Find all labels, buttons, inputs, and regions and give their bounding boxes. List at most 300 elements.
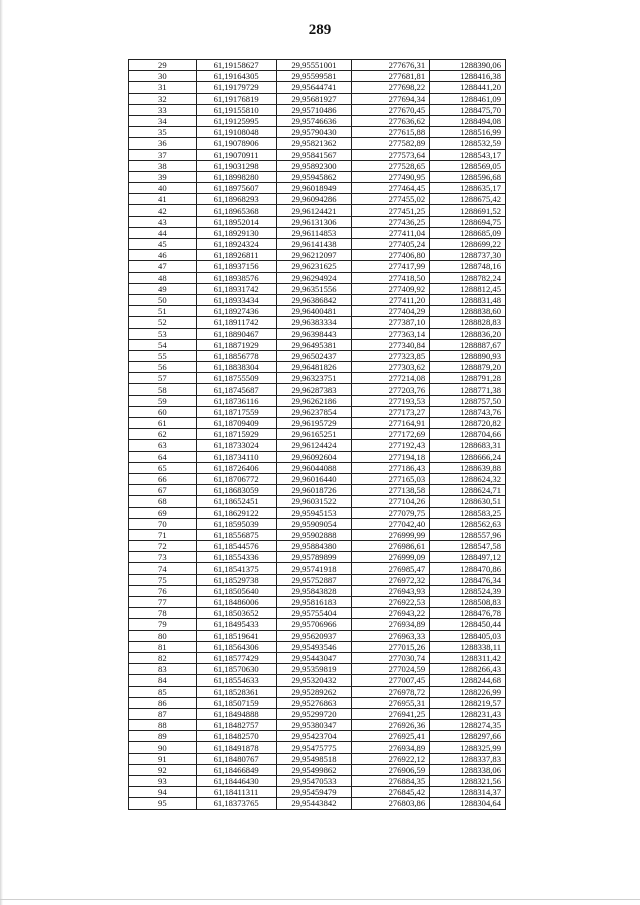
x-coordinate-cell: 276922,53 [352,597,430,608]
latitude-cell: 61,18745687 [196,384,276,395]
point-number-cell: 71 [129,529,197,540]
y-coordinate-cell: 1288274,35 [430,720,506,731]
longitude-cell: 29,95892300 [276,160,352,171]
longitude-cell: 29,95902888 [276,529,352,540]
point-number-cell: 89 [129,731,197,742]
point-number-cell: 52 [129,317,197,328]
scan-bottom-line [0,899,640,900]
table-row [129,462,506,473]
table-row [129,406,506,417]
x-coordinate-cell: 277203,76 [352,384,430,395]
longitude-cell: 29,96018726 [276,485,352,496]
x-coordinate-cell: 277676,31 [352,60,430,71]
x-coordinate-cell: 277214,08 [352,373,430,384]
table-row [129,440,506,451]
table-row [129,239,506,250]
x-coordinate-cell: 276906,59 [352,764,430,775]
longitude-cell: 29,95884380 [276,541,352,552]
table-row [129,60,506,71]
longitude-cell: 29,95746636 [276,115,352,126]
point-number-cell: 45 [129,239,197,250]
longitude-cell: 29,96495381 [276,339,352,350]
x-coordinate-cell: 277172,69 [352,429,430,440]
point-number-cell: 73 [129,552,197,563]
longitude-cell: 29,96195729 [276,418,352,429]
y-coordinate-cell: 1288470,86 [430,563,506,574]
x-coordinate-cell: 277582,89 [352,138,430,149]
y-coordinate-cell: 1288543,17 [430,149,506,160]
point-number-cell: 48 [129,272,197,283]
longitude-cell: 29,96294924 [276,272,352,283]
point-number-cell: 33 [129,104,197,115]
point-number-cell: 93 [129,776,197,787]
table-row [129,261,506,272]
longitude-cell: 29,96502437 [276,350,352,361]
y-coordinate-cell: 1288685,09 [430,227,506,238]
table-row [129,652,506,663]
x-coordinate-cell: 277490,95 [352,171,430,182]
y-coordinate-cell: 1288226,99 [430,686,506,697]
latitude-cell: 61,18736116 [196,395,276,406]
longitude-cell: 29,95755404 [276,608,352,619]
latitude-cell: 61,18838304 [196,362,276,373]
y-coordinate-cell: 1288338,11 [430,641,506,652]
x-coordinate-cell: 276972,32 [352,574,430,585]
point-number-cell: 60 [129,406,197,417]
point-number-cell: 88 [129,720,197,731]
x-coordinate-cell: 276943,93 [352,585,430,596]
table-row [129,675,506,686]
table-row [129,183,506,194]
y-coordinate-cell: 1288266,43 [430,664,506,675]
y-coordinate-cell: 1288219,57 [430,697,506,708]
y-coordinate-cell: 1288887,67 [430,339,506,350]
table-row [129,664,506,675]
x-coordinate-cell: 277404,29 [352,306,430,317]
latitude-cell: 61,18544576 [196,541,276,552]
longitude-cell: 29,96114853 [276,227,352,238]
table-row [129,115,506,126]
table-row [129,776,506,787]
y-coordinate-cell: 1288624,71 [430,485,506,496]
longitude-cell: 29,95599581 [276,71,352,82]
y-coordinate-cell: 1288231,43 [430,708,506,719]
y-coordinate-cell: 1288720,82 [430,418,506,429]
latitude-cell: 61,18541375 [196,563,276,574]
latitude-cell: 61,18480767 [196,753,276,764]
point-number-cell: 59 [129,395,197,406]
page-number: 289 [308,22,332,38]
x-coordinate-cell: 276845,42 [352,787,430,798]
longitude-cell: 29,95423704 [276,731,352,742]
longitude-cell: 29,96383334 [276,317,352,328]
latitude-cell: 61,18446430 [196,776,276,787]
y-coordinate-cell: 1288304,64 [430,798,506,809]
point-number-cell: 46 [129,250,197,261]
longitude-cell: 29,96016440 [276,473,352,484]
y-coordinate-cell: 1288683,31 [430,440,506,451]
latitude-cell: 61,18505640 [196,585,276,596]
x-coordinate-cell: 277406,80 [352,250,430,261]
latitude-cell: 61,18938576 [196,272,276,283]
x-coordinate-cell: 276999,99 [352,529,430,540]
table-row [129,160,506,171]
latitude-cell: 61,18556875 [196,529,276,540]
latitude-cell: 61,18733024 [196,440,276,451]
latitude-cell: 61,18726406 [196,462,276,473]
point-number-cell: 85 [129,686,197,697]
coordinate-table-container [128,59,506,810]
point-number-cell: 31 [129,82,197,93]
x-coordinate-cell: 276985,47 [352,563,430,574]
y-coordinate-cell: 1288757,50 [430,395,506,406]
table-row [129,563,506,574]
table-row [129,485,506,496]
y-coordinate-cell: 1288791,28 [430,373,506,384]
point-number-cell: 56 [129,362,197,373]
longitude-cell: 29,96094286 [276,194,352,205]
table-row [129,418,506,429]
point-number-cell: 91 [129,753,197,764]
longitude-cell: 29,96323751 [276,373,352,384]
point-number-cell: 36 [129,138,197,149]
point-number-cell: 38 [129,160,197,171]
longitude-cell: 29,95945153 [276,507,352,518]
latitude-cell: 61,18507159 [196,697,276,708]
table-row [129,473,506,484]
table-row [129,138,506,149]
point-number-cell: 82 [129,652,197,663]
x-coordinate-cell: 277417,99 [352,261,430,272]
table-row [129,294,506,305]
y-coordinate-cell: 1288748,16 [430,261,506,272]
y-coordinate-cell: 1288461,09 [430,93,506,104]
table-row [129,541,506,552]
longitude-cell: 29,95443842 [276,798,352,809]
x-coordinate-cell: 277024,59 [352,664,430,675]
point-number-cell: 42 [129,205,197,216]
table-row [129,429,506,440]
x-coordinate-cell: 276943,22 [352,608,430,619]
longitude-cell: 29,95289262 [276,686,352,697]
x-coordinate-cell: 277042,40 [352,518,430,529]
point-number-cell: 77 [129,597,197,608]
latitude-cell: 61,18926811 [196,250,276,261]
longitude-cell: 29,95752887 [276,574,352,585]
y-coordinate-cell: 1288699,22 [430,239,506,250]
point-number-cell: 66 [129,473,197,484]
point-number-cell: 29 [129,60,197,71]
x-coordinate-cell: 277165,03 [352,473,430,484]
latitude-cell: 61,18529738 [196,574,276,585]
table-row [129,731,506,742]
y-coordinate-cell: 1288691,52 [430,205,506,216]
y-coordinate-cell: 1288476,34 [430,574,506,585]
latitude-cell: 61,18482757 [196,720,276,731]
x-coordinate-cell: 277670,45 [352,104,430,115]
y-coordinate-cell: 1288497,12 [430,552,506,563]
table-row [129,194,506,205]
point-number-cell: 84 [129,675,197,686]
x-coordinate-cell: 277411,04 [352,227,430,238]
longitude-cell: 29,95498518 [276,753,352,764]
x-coordinate-cell: 277436,25 [352,216,430,227]
latitude-cell: 61,18931742 [196,283,276,294]
latitude-cell: 61,18486006 [196,597,276,608]
y-coordinate-cell: 1288782,24 [430,272,506,283]
y-coordinate-cell: 1288441,20 [430,82,506,93]
latitude-cell: 61,18466849 [196,764,276,775]
point-number-cell: 65 [129,462,197,473]
longitude-cell: 29,95681927 [276,93,352,104]
longitude-cell: 29,95620937 [276,630,352,641]
point-number-cell: 53 [129,328,197,339]
y-coordinate-cell: 1288338,06 [430,764,506,775]
longitude-cell: 29,96237854 [276,406,352,417]
latitude-cell: 61,18652451 [196,496,276,507]
y-coordinate-cell: 1288557,96 [430,529,506,540]
table-row [129,216,506,227]
y-coordinate-cell: 1288450,44 [430,619,506,630]
x-coordinate-cell: 277104,26 [352,496,430,507]
point-number-cell: 39 [129,171,197,182]
x-coordinate-cell: 277323,85 [352,350,430,361]
point-number-cell: 72 [129,541,197,552]
table-row [129,250,506,261]
latitude-cell: 61,18715929 [196,429,276,440]
latitude-cell: 61,18595039 [196,518,276,529]
y-coordinate-cell: 1288297,66 [430,731,506,742]
y-coordinate-cell: 1288337,83 [430,753,506,764]
x-coordinate-cell: 276922,12 [352,753,430,764]
y-coordinate-cell: 1288771,38 [430,384,506,395]
longitude-cell: 29,96398443 [276,328,352,339]
x-coordinate-cell: 276978,72 [352,686,430,697]
longitude-cell: 29,95276863 [276,697,352,708]
table-row [129,753,506,764]
y-coordinate-cell: 1288321,56 [430,776,506,787]
longitude-cell: 29,95741918 [276,563,352,574]
point-number-cell: 40 [129,183,197,194]
x-coordinate-cell: 277363,14 [352,328,430,339]
longitude-cell: 29,95789899 [276,552,352,563]
latitude-cell: 61,18577429 [196,652,276,663]
table-row [129,350,506,361]
latitude-cell: 61,18734110 [196,451,276,462]
y-coordinate-cell: 1288583,25 [430,507,506,518]
point-number-cell: 54 [129,339,197,350]
latitude-cell: 61,18554336 [196,552,276,563]
latitude-cell: 61,18871929 [196,339,276,350]
table-row [129,742,506,753]
longitude-cell: 29,95710486 [276,104,352,115]
latitude-cell: 61,18683059 [196,485,276,496]
x-coordinate-cell: 277615,88 [352,127,430,138]
y-coordinate-cell: 1288524,39 [430,585,506,596]
y-coordinate-cell: 1288516,99 [430,127,506,138]
point-number-cell: 41 [129,194,197,205]
table-row [129,630,506,641]
longitude-cell: 29,96165251 [276,429,352,440]
y-coordinate-cell: 1288666,24 [430,451,506,462]
longitude-cell: 29,96212097 [276,250,352,261]
x-coordinate-cell: 277007,45 [352,675,430,686]
longitude-cell: 29,96044088 [276,462,352,473]
y-coordinate-cell: 1288405,03 [430,630,506,641]
longitude-cell: 29,96131306 [276,216,352,227]
longitude-cell: 29,95470533 [276,776,352,787]
x-coordinate-cell: 277464,45 [352,183,430,194]
longitude-cell: 29,95816183 [276,597,352,608]
point-number-cell: 80 [129,630,197,641]
x-coordinate-cell: 277405,24 [352,239,430,250]
point-number-cell: 35 [129,127,197,138]
point-number-cell: 61 [129,418,197,429]
table-row [129,451,506,462]
longitude-cell: 29,96287383 [276,384,352,395]
table-row [129,764,506,775]
latitude-cell: 61,18929130 [196,227,276,238]
table-row [129,71,506,82]
latitude-cell: 61,18554633 [196,675,276,686]
table-row [129,686,506,697]
longitude-cell: 29,96124421 [276,205,352,216]
x-coordinate-cell: 277173,27 [352,406,430,417]
y-coordinate-cell: 1288562,63 [430,518,506,529]
x-coordinate-cell: 277194,18 [352,451,430,462]
longitude-cell: 29,95359819 [276,664,352,675]
point-number-cell: 57 [129,373,197,384]
x-coordinate-cell: 276999,09 [352,552,430,563]
point-number-cell: 49 [129,283,197,294]
y-coordinate-cell: 1288390,06 [430,60,506,71]
y-coordinate-cell: 1288635,17 [430,183,506,194]
table-row [129,608,506,619]
table-row [129,496,506,507]
table-row [129,227,506,238]
latitude-cell: 61,18937156 [196,261,276,272]
longitude-cell: 29,96400481 [276,306,352,317]
y-coordinate-cell: 1288639,88 [430,462,506,473]
longitude-cell: 29,95459479 [276,787,352,798]
latitude-cell: 61,18706772 [196,473,276,484]
y-coordinate-cell: 1288890,93 [430,350,506,361]
x-coordinate-cell: 277694,34 [352,93,430,104]
longitude-cell: 29,95841567 [276,149,352,160]
point-number-cell: 51 [129,306,197,317]
y-coordinate-cell: 1288624,32 [430,473,506,484]
table-row [129,529,506,540]
y-coordinate-cell: 1288675,42 [430,194,506,205]
y-coordinate-cell: 1288596,68 [430,171,506,182]
table-row [129,149,506,160]
table-row [129,127,506,138]
longitude-cell: 29,96231625 [276,261,352,272]
y-coordinate-cell: 1288838,60 [430,306,506,317]
latitude-cell: 61,18933434 [196,294,276,305]
point-number-cell: 37 [129,149,197,160]
latitude-cell: 61,19155810 [196,104,276,115]
point-number-cell: 67 [129,485,197,496]
y-coordinate-cell: 1288475,70 [430,104,506,115]
table-row [129,362,506,373]
x-coordinate-cell: 277451,25 [352,205,430,216]
table-row [129,518,506,529]
x-coordinate-cell: 277340,84 [352,339,430,350]
scan-edge-shadow [0,0,3,905]
x-coordinate-cell: 277193,53 [352,395,430,406]
y-coordinate-cell: 1288508,83 [430,597,506,608]
latitude-cell: 61,19108048 [196,127,276,138]
y-coordinate-cell: 1288879,20 [430,362,506,373]
point-number-cell: 87 [129,708,197,719]
point-number-cell: 68 [129,496,197,507]
latitude-cell: 61,18491878 [196,742,276,753]
x-coordinate-cell: 276941,25 [352,708,430,719]
latitude-cell: 61,18528361 [196,686,276,697]
x-coordinate-cell: 277164,91 [352,418,430,429]
y-coordinate-cell: 1288532,59 [430,138,506,149]
longitude-cell: 29,95945862 [276,171,352,182]
latitude-cell: 61,19158627 [196,60,276,71]
x-coordinate-cell: 277387,10 [352,317,430,328]
table-row [129,317,506,328]
x-coordinate-cell: 277636,62 [352,115,430,126]
latitude-cell: 61,18975607 [196,183,276,194]
y-coordinate-cell: 1288812,45 [430,283,506,294]
x-coordinate-cell: 277409,92 [352,283,430,294]
longitude-cell: 29,95380347 [276,720,352,731]
x-coordinate-cell: 276934,89 [352,742,430,753]
latitude-cell: 61,18709409 [196,418,276,429]
x-coordinate-cell: 276955,31 [352,697,430,708]
y-coordinate-cell: 1288694,75 [430,216,506,227]
point-number-cell: 79 [129,619,197,630]
x-coordinate-cell: 277138,58 [352,485,430,496]
longitude-cell: 29,96351556 [276,283,352,294]
longitude-cell: 29,96262186 [276,395,352,406]
point-number-cell: 32 [129,93,197,104]
longitude-cell: 29,96386842 [276,294,352,305]
x-coordinate-cell: 277681,81 [352,71,430,82]
y-coordinate-cell: 1288737,30 [430,250,506,261]
table-row [129,82,506,93]
latitude-cell: 61,18890467 [196,328,276,339]
y-coordinate-cell: 1288831,48 [430,294,506,305]
longitude-cell: 29,95475775 [276,742,352,753]
y-coordinate-cell: 1288547,58 [430,541,506,552]
x-coordinate-cell: 277528,65 [352,160,430,171]
latitude-cell: 61,18503652 [196,608,276,619]
point-number-cell: 95 [129,798,197,809]
latitude-cell: 61,19031298 [196,160,276,171]
point-number-cell: 76 [129,585,197,596]
longitude-cell: 29,95821362 [276,138,352,149]
longitude-cell: 29,96031522 [276,496,352,507]
longitude-cell: 29,95909054 [276,518,352,529]
latitude-cell: 61,18629122 [196,507,276,518]
latitude-cell: 61,18965368 [196,205,276,216]
y-coordinate-cell: 1288244,68 [430,675,506,686]
latitude-cell: 61,18519641 [196,630,276,641]
longitude-cell: 29,95443047 [276,652,352,663]
point-number-cell: 64 [129,451,197,462]
table-row [129,708,506,719]
table-row [129,205,506,216]
y-coordinate-cell: 1288311,42 [430,652,506,663]
latitude-cell: 61,18373765 [196,798,276,809]
latitude-cell: 61,18411311 [196,787,276,798]
